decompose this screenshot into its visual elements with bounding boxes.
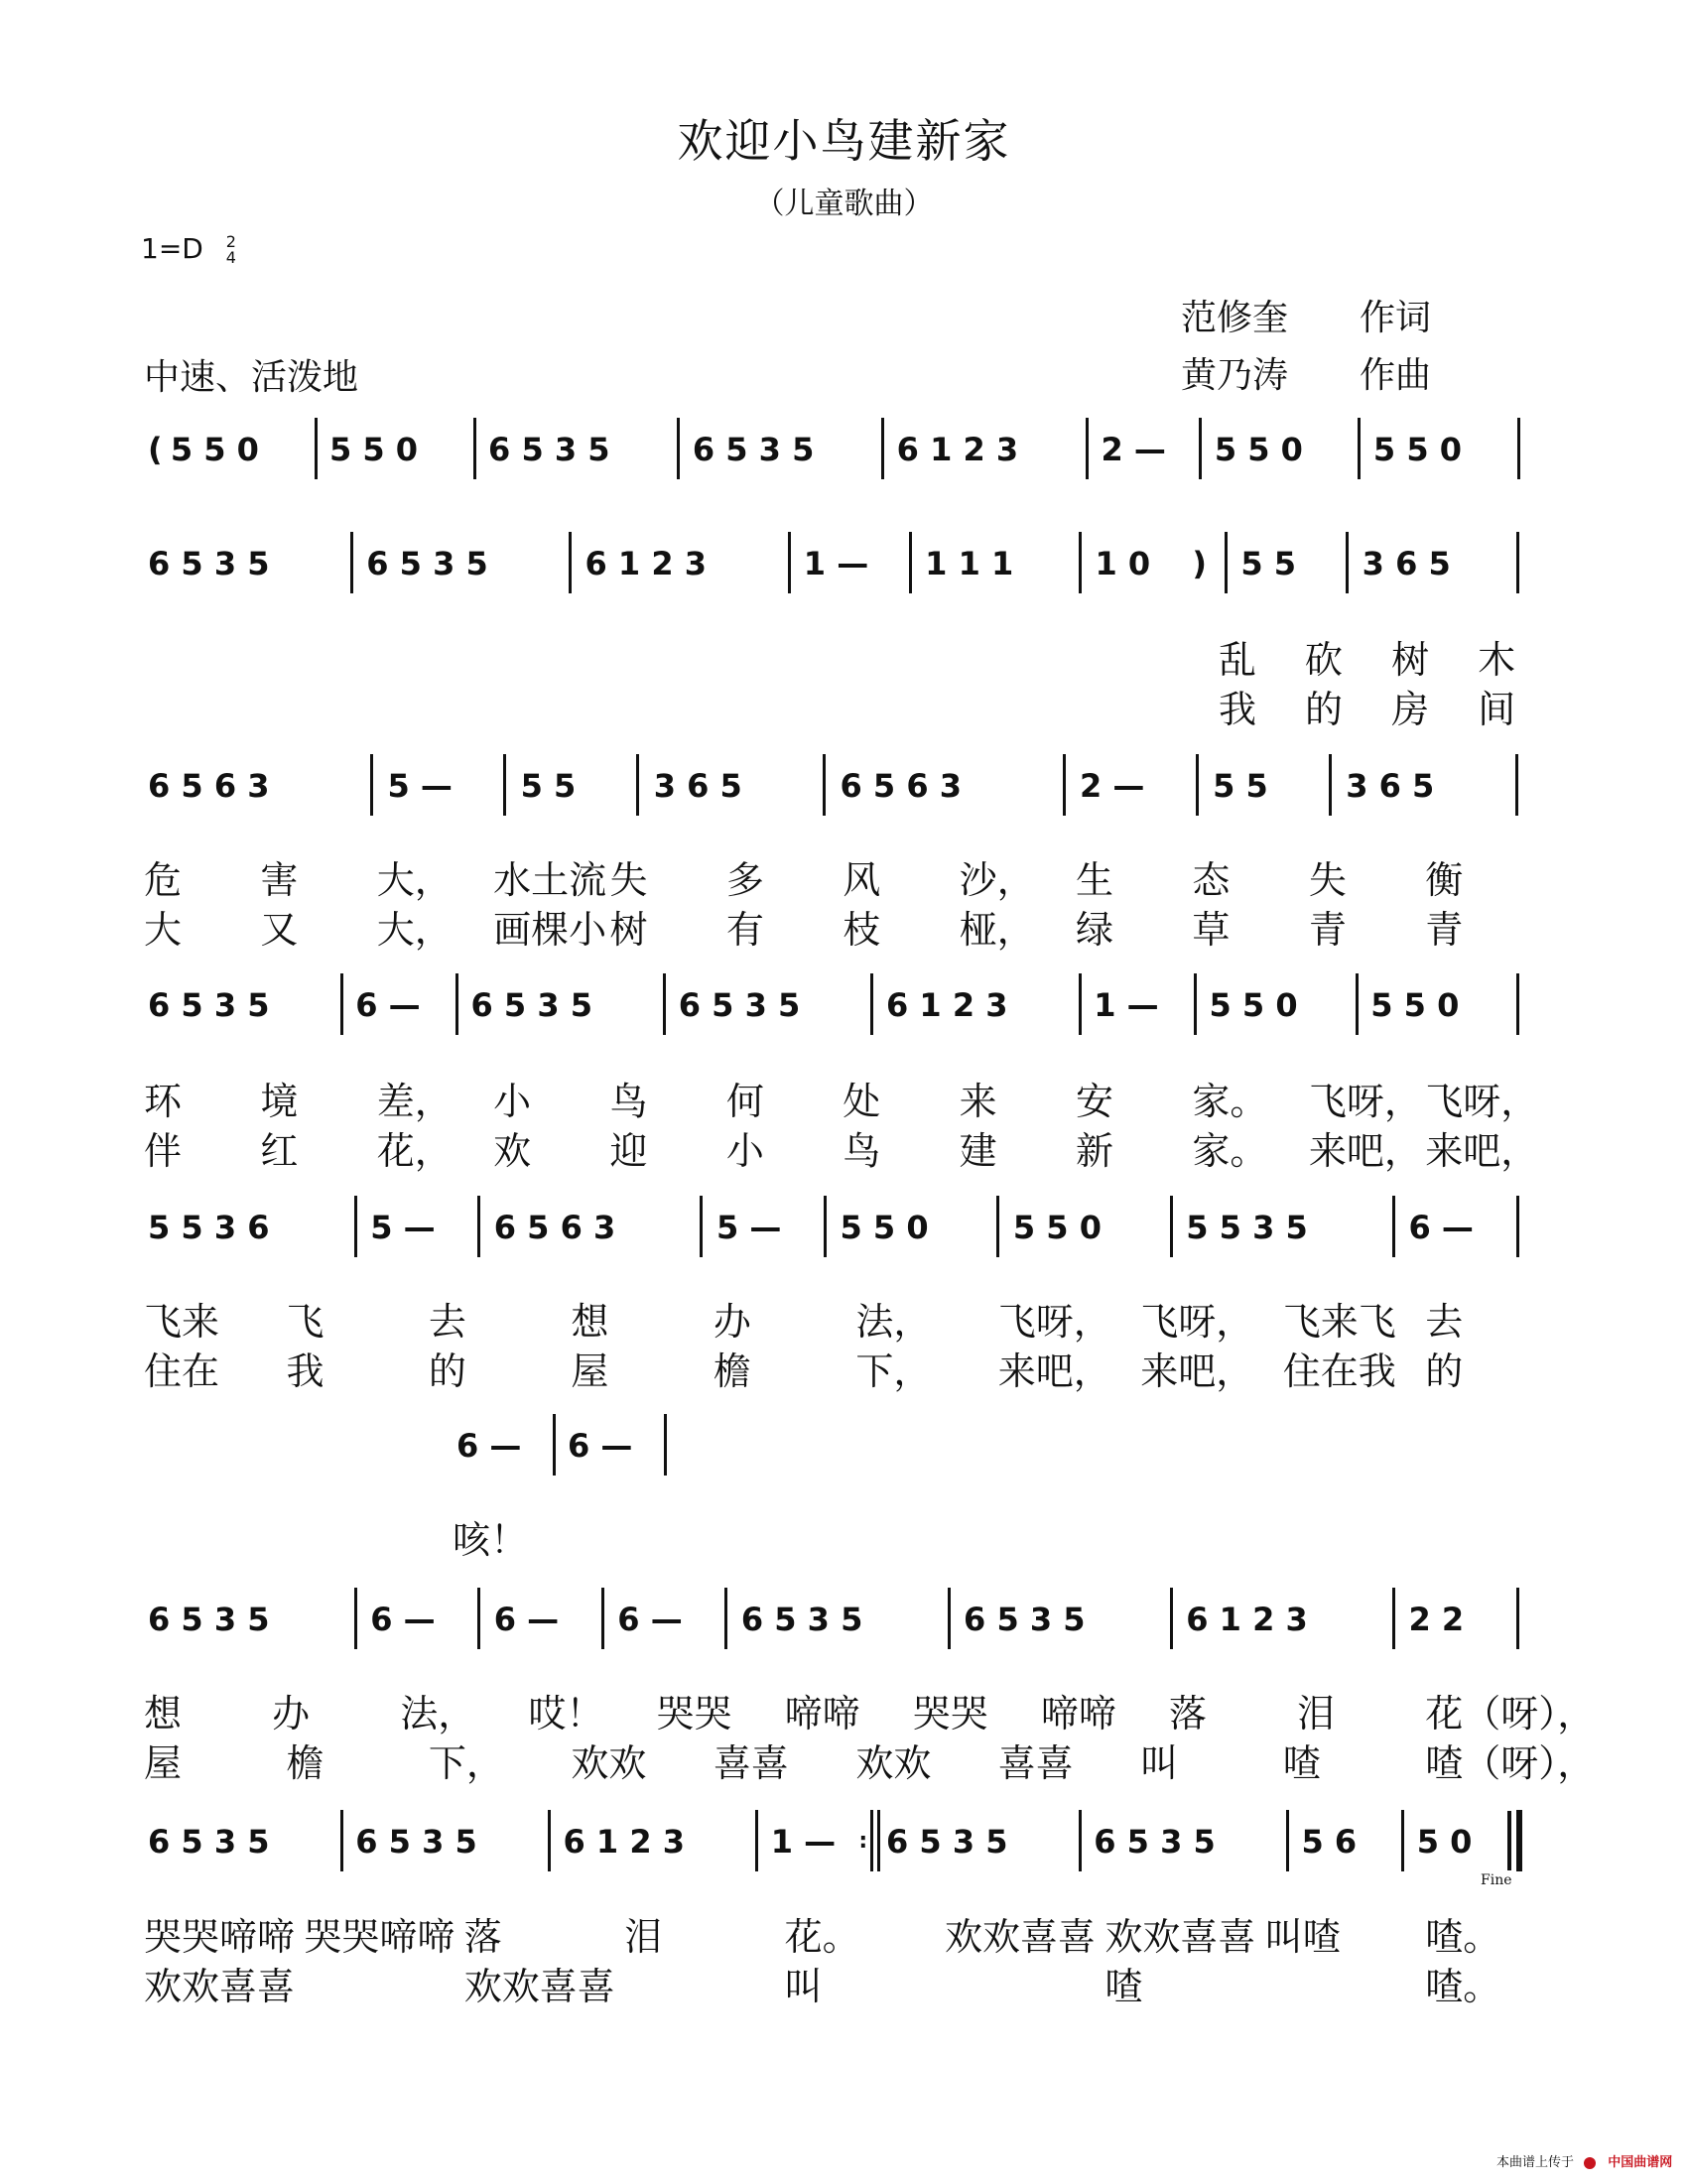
barline (503, 754, 506, 816)
barline (1063, 754, 1066, 816)
lyric-word: 风 (843, 858, 881, 902)
barline (601, 1588, 604, 1649)
measure-notes: 5 5 3 6 (148, 1209, 270, 1246)
barline (1079, 532, 1082, 593)
lyric-line (0, 1741, 1688, 1785)
lyric-word: 想 (144, 1692, 183, 1735)
lyric-word: 欢欢喜喜 (463, 1965, 615, 2008)
measure-notes: 5 5 3 5 (1186, 1209, 1308, 1246)
barline (677, 418, 680, 479)
measure-notes: 5 5 0 (170, 431, 259, 468)
lyric-word: 办 (713, 1300, 751, 1344)
lyric-word: 欢 (493, 1129, 532, 1173)
lyric-word: 飞呀， (1140, 1300, 1254, 1344)
measure-notes: 6 5 3 5 (886, 1823, 1008, 1861)
barline (788, 532, 791, 593)
barline (1079, 973, 1082, 1035)
barline (340, 1810, 343, 1871)
lyric-line (0, 1692, 1688, 1735)
lyric-word: 安 (1076, 1080, 1114, 1123)
measure-notes: 6 — (370, 1601, 436, 1638)
key: 1=D (141, 232, 203, 265)
measure-notes: 3 6 5 (1346, 767, 1435, 805)
lyric-word: 檐 (713, 1349, 751, 1393)
measure-notes: 1 — (803, 545, 869, 582)
barline (354, 1588, 357, 1649)
lyric-word: 伴 (144, 1129, 183, 1173)
measure-notes: 6 5 3 5 (148, 1823, 270, 1861)
measure-notes: 6 1 2 3 (563, 1823, 685, 1861)
barline (1392, 1196, 1395, 1257)
lyric-word: 房 (1391, 688, 1430, 731)
lyric-word: 多 (725, 858, 764, 902)
barline (636, 754, 639, 816)
measure-notes: 6 — (355, 986, 421, 1024)
measure-notes: 1 0 (1095, 545, 1151, 582)
barline (1346, 532, 1349, 593)
lyric-word: 来 (959, 1080, 997, 1123)
lyric-word: 间 (1478, 688, 1516, 731)
measure-notes: 6 5 3 5 (692, 431, 815, 468)
barline (473, 418, 476, 479)
lyric-word: 飞呀， (997, 1300, 1111, 1344)
bracket: ( (148, 431, 163, 468)
measure-notes: 6 — (1408, 1209, 1474, 1246)
time-signature-top: 2 (225, 232, 236, 251)
lyric-word: 绿 (1076, 908, 1114, 952)
lyric-word: 办 (272, 1692, 311, 1735)
measure-notes: 5 5 0 (1214, 431, 1303, 468)
lyric-line (0, 688, 1688, 731)
lyric-word: 枝 (843, 908, 881, 952)
lyric-word: 下， (855, 1349, 932, 1393)
lyric-word: 去 (428, 1300, 466, 1344)
lyric-word: 去 (1425, 1300, 1464, 1344)
time-signature (226, 234, 236, 266)
lyric-word: 叫 (784, 1965, 823, 2008)
lyric-word: 新 (1076, 1129, 1114, 1173)
lyric-word: 危 (144, 858, 183, 902)
bracket: ) (1192, 545, 1207, 582)
barline (455, 973, 458, 1035)
lyric-line (0, 638, 1688, 682)
measure-notes: 6 5 3 5 (1094, 1823, 1216, 1861)
barline (1515, 754, 1518, 816)
barline (1329, 754, 1332, 816)
repeat-dots: : (858, 1829, 868, 1854)
lyric-word: 喳（呀）， (1425, 1741, 1596, 1785)
barline (340, 973, 343, 1035)
measure-notes: 6 — (493, 1601, 560, 1638)
fine-marking: Fine (1481, 1872, 1512, 1888)
lyric-word: 住在我 (1282, 1349, 1396, 1393)
composer-credit (1181, 347, 1432, 398)
lyric-word: 大 (144, 908, 183, 952)
score-system (0, 1208, 1688, 1247)
lyric-word: 泪 (624, 1915, 663, 1959)
measure-notes: 5 5 (520, 767, 577, 805)
barline (824, 1196, 827, 1257)
lyric-word: 鸟 (843, 1129, 881, 1173)
barline (1196, 754, 1199, 816)
measure-notes: 6 5 3 5 (355, 1823, 477, 1861)
measure-notes: 6 1 2 3 (886, 986, 1008, 1024)
measure-notes: 5 — (370, 1209, 436, 1246)
score-system (0, 1600, 1688, 1639)
footer-watermark (1496, 2151, 1672, 2170)
barline (350, 532, 353, 593)
lyric-word: 花， (376, 1129, 453, 1173)
lyric-word: 的 (428, 1349, 466, 1393)
measure-notes: 3 6 5 (1362, 545, 1451, 582)
barline (1401, 1810, 1404, 1871)
lyric-word: 喜喜 (713, 1741, 789, 1785)
lyric-word: 花（呀）， (1425, 1692, 1596, 1735)
lyric-word: 飞来 (144, 1300, 220, 1344)
lyric-word: 哎！ (528, 1692, 604, 1735)
measure-notes: 6 5 3 5 (740, 1601, 863, 1638)
lyricist-name: 范修奎 (1181, 298, 1289, 338)
measure-notes: 6 5 3 5 (148, 545, 270, 582)
lyric-line (0, 908, 1688, 952)
barline (1286, 1810, 1289, 1871)
lyric-word: 青 (1425, 908, 1464, 952)
lyric-word: 的 (1305, 688, 1344, 731)
lyric-word: 差， (376, 1080, 453, 1123)
lyric-word: 失 (1308, 858, 1347, 902)
measure-notes: 6 1 2 3 (584, 545, 707, 582)
measure-notes: 1 — (770, 1823, 837, 1861)
lyric-word: 失 (609, 858, 648, 902)
lyric-line (0, 1965, 1688, 2008)
measure-notes: 5 5 0 (1209, 986, 1298, 1024)
lyric-word: 境 (260, 1080, 299, 1123)
measure-notes: 5 5 0 (328, 431, 419, 468)
barline (1086, 418, 1089, 479)
barline (1079, 1810, 1082, 1871)
measure-notes: 5 — (715, 1209, 782, 1246)
lyricist-credit (1181, 290, 1432, 340)
lyric-word: 小 (725, 1129, 764, 1173)
barline (663, 973, 666, 1035)
barline (823, 754, 826, 816)
barline (948, 1588, 951, 1649)
measure-notes: 6 1 2 3 (1186, 1601, 1308, 1638)
lyric-word: 啼啼 (784, 1692, 860, 1735)
lyric-word: 害 (260, 858, 299, 902)
barline (553, 1414, 556, 1476)
lyric-word: 家。 (1192, 1129, 1268, 1173)
lyric-word: 屋 (571, 1349, 609, 1393)
score-system (0, 430, 1688, 469)
barline (354, 1196, 357, 1257)
lyric-word: 衡 (1425, 858, 1464, 902)
lyric-word: 泪 (1297, 1692, 1336, 1735)
lyric-word: 喳 (1104, 1965, 1143, 2008)
measure-notes: 5 5 (1240, 545, 1296, 582)
lyric-word: 水土流 (493, 858, 607, 902)
lyric-word: 迎 (609, 1129, 648, 1173)
lyric-word: 住在 (144, 1349, 220, 1393)
barline (370, 754, 373, 816)
barline (569, 532, 572, 593)
lyric-word: 家。 (1192, 1080, 1268, 1123)
tempo-marking: 中速、活泼地 (144, 357, 359, 398)
barline (1225, 532, 1228, 593)
measure-notes: 5 5 0 (1012, 1209, 1102, 1246)
lyric-word: 草 (1192, 908, 1231, 952)
song-subtitle: （儿童歌曲） (754, 187, 934, 221)
composer-name: 黄乃涛 (1181, 355, 1289, 396)
barline (1516, 1196, 1519, 1257)
barline (1358, 418, 1361, 479)
lyric-word: 处 (843, 1080, 881, 1123)
lyric-word: 欢欢喜喜 (945, 1915, 1097, 1959)
barline (909, 532, 912, 593)
lyric-word: 叫喳 (1264, 1915, 1341, 1959)
lyric-line (0, 1518, 1688, 1562)
score-system (0, 766, 1688, 806)
lyric-word: 飞呀， (1308, 1080, 1422, 1123)
lyric-word: 的 (1425, 1349, 1464, 1393)
measure-notes: 5 0 (1416, 1823, 1473, 1861)
lyric-word: 有 (725, 908, 764, 952)
lyric-word: 欢欢 (571, 1741, 647, 1785)
measure-notes: 5 — (387, 767, 453, 805)
lyric-word: 啼啼 (1040, 1692, 1116, 1735)
lyric-word: 来吧， (997, 1349, 1111, 1393)
lyric-word: 又 (260, 908, 299, 952)
lyric-word: 屋 (144, 1741, 183, 1785)
measure-notes: 6 — (456, 1427, 522, 1465)
lyric-word: 我 (286, 1349, 325, 1393)
lyric-word: 青 (1308, 908, 1347, 952)
measure-notes: 3 6 5 (653, 767, 742, 805)
measure-notes: 6 — (568, 1427, 633, 1465)
lyric-word: 法， (400, 1692, 476, 1735)
lyric-word: 树 (609, 908, 648, 952)
lyric-word: 鸟 (609, 1080, 648, 1123)
barline (1516, 1588, 1519, 1649)
lyric-word: 哭哭啼啼 (304, 1915, 455, 1959)
lyric-word: 大， (376, 908, 453, 952)
repeat-barline (870, 1810, 873, 1871)
measure-notes: 6 5 3 5 (470, 986, 592, 1024)
measure-notes: 6 5 6 3 (148, 767, 270, 805)
barline (1392, 1588, 1395, 1649)
lyric-line (0, 858, 1688, 902)
barline (1517, 418, 1520, 479)
measure-notes: 6 1 2 3 (896, 431, 1019, 468)
measure-notes: 5 5 0 (1372, 431, 1462, 468)
lyricist-role: 作词 (1360, 298, 1432, 338)
site-logo-icon (1584, 2157, 1596, 2169)
barline (755, 1810, 758, 1871)
lyric-line (0, 1349, 1688, 1393)
lyric-word: 欢欢喜喜 (144, 1965, 296, 2008)
barline (664, 1414, 667, 1476)
footer-site: 中国曲谱网 (1608, 2155, 1673, 2170)
song-title: 欢迎小鸟建新家 (677, 114, 1011, 168)
lyric-word: 欢欢 (855, 1741, 932, 1785)
time-signature-bottom: 4 (225, 248, 236, 267)
measure-notes: 6 5 3 5 (148, 1601, 270, 1638)
measure-notes: 5 6 (1301, 1823, 1358, 1861)
lyric-word: 乱 (1219, 638, 1257, 682)
key-signature (141, 232, 236, 266)
measure-notes: 5 5 (1213, 767, 1268, 805)
lyric-word: 桠， (959, 908, 1035, 952)
barline (996, 1196, 999, 1257)
score-system (0, 544, 1688, 583)
measure-notes: 5 5 0 (840, 1209, 929, 1246)
lyric-word: 想 (571, 1300, 609, 1344)
final-barline (1516, 1810, 1522, 1871)
lyric-word: 来吧， (1308, 1129, 1422, 1173)
measure-notes: 6 5 3 5 (148, 986, 270, 1024)
lyric-word: 花。 (784, 1915, 860, 1959)
measure-notes: 2 2 (1408, 1601, 1465, 1638)
score-system (0, 985, 1688, 1025)
barline (1516, 532, 1519, 593)
lyric-word: 砍 (1305, 638, 1344, 682)
barline (477, 1588, 480, 1649)
lyric-word: 下， (428, 1741, 504, 1785)
lyric-word: 何 (725, 1080, 764, 1123)
footer-text: 本曲谱上传于 (1496, 2155, 1575, 2170)
barline (1170, 1588, 1173, 1649)
measure-notes: 6 5 6 3 (840, 767, 962, 805)
measure-notes: 6 5 6 3 (493, 1209, 616, 1246)
barline (870, 973, 873, 1035)
measure-notes: 1 1 1 (925, 545, 1014, 582)
lyric-line (0, 1300, 1688, 1344)
lyric-word: 檐 (286, 1741, 325, 1785)
lyric-word: 大， (376, 858, 453, 902)
barline (1516, 973, 1519, 1035)
measure-notes: 6 5 3 5 (488, 431, 610, 468)
measure-notes: 5 5 0 (1370, 986, 1460, 1024)
lyric-line (0, 1080, 1688, 1123)
lyric-word: 喳。 (1425, 1965, 1501, 2008)
barline (1194, 973, 1197, 1035)
lyric-word: 欢欢喜喜 (1104, 1915, 1256, 1959)
measure-notes: 6 5 3 5 (366, 545, 488, 582)
barline (881, 418, 884, 479)
lyric-word: 落 (463, 1915, 502, 1959)
barline (1199, 418, 1202, 479)
lyric-word: 小 (493, 1080, 532, 1123)
lyric-word: 法， (855, 1300, 932, 1344)
lyric-line (0, 1129, 1688, 1173)
barline (315, 418, 318, 479)
lyric-word: 来吧， (1425, 1129, 1539, 1173)
lyric-word: 飞来飞 (1282, 1300, 1396, 1344)
lyric-word: 飞 (286, 1300, 325, 1344)
lyric-word: 飞呀， (1425, 1080, 1539, 1123)
lyric-word: 喳。 (1425, 1915, 1501, 1959)
barline (1170, 1196, 1173, 1257)
lyric-word: 来吧， (1140, 1349, 1254, 1393)
lyric-word: 哭哭 (912, 1692, 988, 1735)
barline (548, 1810, 551, 1871)
barline (477, 1196, 480, 1257)
lyric-word: 哭哭 (656, 1692, 732, 1735)
lyric-word: 树 (1391, 638, 1430, 682)
lyric-word: 喜喜 (997, 1741, 1074, 1785)
lyric-word: 态 (1192, 858, 1231, 902)
composer-role: 作曲 (1360, 355, 1432, 396)
measure-notes: 1 — (1094, 986, 1159, 1024)
measure-notes: 6 — (617, 1601, 683, 1638)
lyric-word: 落 (1168, 1692, 1207, 1735)
score-system (0, 1822, 1688, 1862)
lyric-word: 建 (959, 1129, 997, 1173)
lyric-word: 生 (1076, 858, 1114, 902)
barline (1356, 973, 1359, 1035)
lyric-word: 红 (260, 1129, 299, 1173)
score-system (0, 1426, 1688, 1466)
measure-notes: 6 5 3 5 (678, 986, 801, 1024)
lyric-word: 喳 (1282, 1741, 1321, 1785)
lyric-word: 木 (1478, 638, 1516, 682)
lyric-word: 我 (1219, 688, 1257, 731)
lyric-word: 沙， (959, 858, 1035, 902)
measure-notes: 6 5 3 5 (964, 1601, 1086, 1638)
lyric-word: 哭哭啼啼 (144, 1915, 296, 1959)
lyric-word: 叫 (1140, 1741, 1179, 1785)
lyric-word: 画棵小 (493, 908, 607, 952)
lyric-line (0, 1915, 1688, 1959)
barline (724, 1588, 727, 1649)
lyric-word: 咳！ (453, 1518, 529, 1562)
measure-notes: 2 — (1101, 431, 1166, 468)
barline (700, 1196, 703, 1257)
measure-notes: 2 — (1079, 767, 1145, 805)
lyric-word: 环 (144, 1080, 183, 1123)
